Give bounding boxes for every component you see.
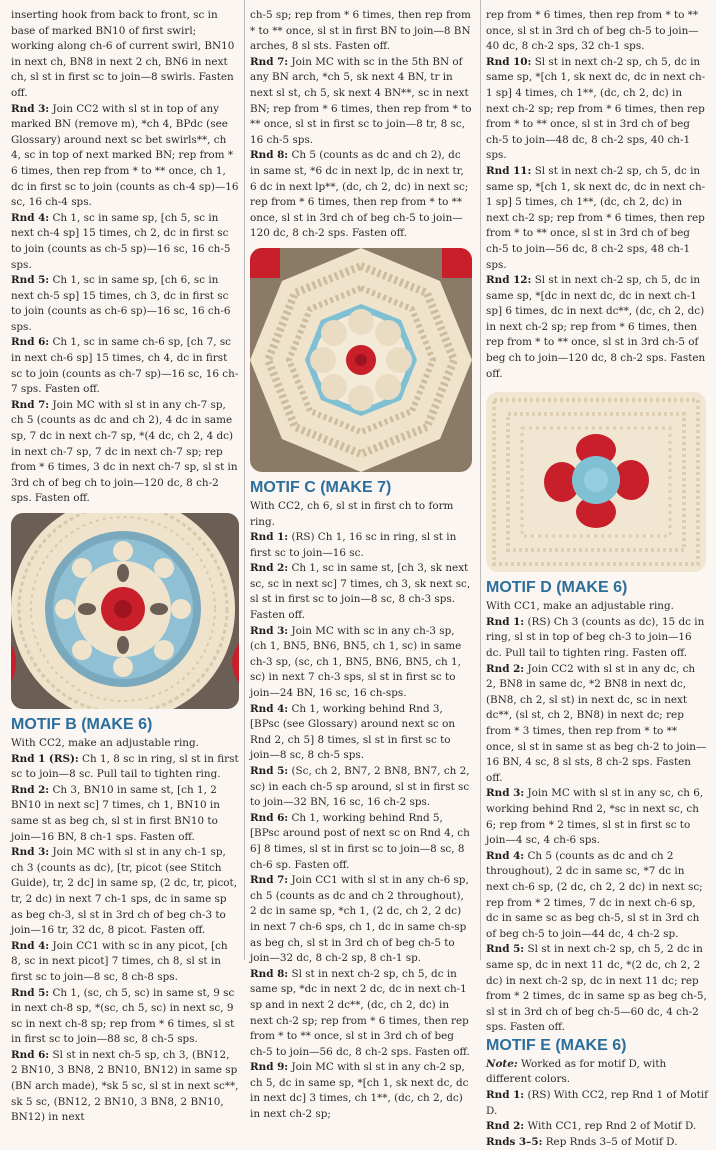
round-label: Rnds 3–5:	[486, 1135, 543, 1148]
round-label: Rnd 5:	[11, 274, 50, 287]
round-label: Rnd 5:	[486, 943, 525, 956]
round-label: Rnd 1:	[486, 1089, 525, 1102]
round-label: Rnd 10:	[486, 55, 532, 68]
paragraph	[250, 811, 472, 873]
round-label: Rnd 1:	[486, 615, 525, 628]
paragraph	[250, 1060, 472, 1122]
paragraph	[486, 273, 708, 382]
paragraph	[486, 662, 708, 787]
paragraph	[486, 1119, 708, 1135]
column-3	[486, 0, 708, 1150]
instruction-text: Join MC with sl st in any ch-7 sp, ch 5 (counts as dc and ch 2), 4 dc in same sp, 7 dc in next ch-7 sp, *(4 dc, ch 2, 4 dc) in next ch-7 sp, 7 dc in next ch-7 sp; rep from * 6 times, 3 dc in next ch-7 sp, sl st in 3rd ch of beg ch to join—120 dc, 8 ch-2 sps. Fasten off.	[11, 398, 238, 505]
instruction-text: Join MC with sl st in any sc, ch 6, working behind Rnd 2, *sc in next sc, ch 6; rep from * 2 times, sl st in first sc to join—4 sc, 4 ch-6 sps.	[486, 787, 704, 847]
paragraph	[11, 1048, 239, 1126]
motif-b-heading: MOTIF B (MAKE 6)	[11, 716, 153, 733]
paragraph	[11, 783, 239, 845]
instruction-text: Sl st in next ch-2 sp, ch 5, dc in same sp, *[ch 1, sk next dc, dc in next ch-1 sp] 5 times, ch 1**, (dc, ch 2, dc) in next ch-2 sp; rep from * 6 times, then rep from * to ** once, sl st in 3rd ch of beg ch-5 to join—56 dc, 8 ch-2 sps, 48 ch-1 sps.	[486, 164, 706, 271]
instruction-text: rep from * 6 times, then rep from * to ** once, sl st in 3rd ch of beg ch-5 to join—40 dc, 8 ch-2 sps, 32 ch-1 sps.	[486, 9, 699, 53]
instruction-text: Ch 5 (counts as dc and ch 2), dc in same st, *6 dc in next lp, dc in next tr, 6 dc in next lp**, (dc, ch 2, dc) in next sc; rep from * 6 times, then rep from * to ** once, sl st in 3rd ch of beg ch-5 to join—120 dc, 8 ch-2 sps. Fasten off.	[250, 149, 469, 240]
instruction-text: Join MC with sc in any ch-3 sp, (ch 1, BN5, BN6, BN5, ch 1, sc) in same ch-3 sp, (sc, ch 1, BN5, BN6, BN5, ch 1, sc) in next 7 ch-3 sps, sl st in first sc to join—24 BN, 16 sc, 16 ch-sps.	[250, 624, 462, 700]
round-label: Rnd 6:	[250, 811, 289, 824]
paragraph	[250, 967, 472, 1061]
instruction-text: With CC1, make an adjustable ring.	[486, 600, 674, 613]
col2-top-text	[250, 8, 472, 242]
instruction-text: Sl st in next ch-2 sp, ch 5, dc in same sp, *[dc in next dc, dc in next ch-1 sp] 6 times, dc in next dc**, (dc, ch 2, dc) in next ch-2 sp; rep from * 6 times, then rep from * to ** once, sl st in 3rd ch-5 of beg ch to join—120 dc, 8 ch-2 sps. Fasten off.	[486, 274, 706, 380]
instruction-text: Join MC with sc in the 5th BN of any BN arch, *ch 5, sk next 4 BN, tr in next sl st, ch 5, sk next 4 BN**, sc in next BN; rep from * 6 times, then rep from * to ** once, sl st in first sc to join—8 tr, 8 sc, 16 ch-5 sps.	[250, 55, 472, 146]
instruction-text: (RS) Ch 3 (counts as dc), 15 dc in ring, sl st in top of beg ch-3 to join—16 dc. Pull tail to tighten ring. Fasten off.	[486, 615, 705, 660]
paragraph	[11, 752, 239, 783]
motif-d-photo	[486, 392, 706, 572]
round-label: Rnd 1:	[250, 531, 289, 544]
instruction-text: ch-5 sp; rep from * 6 times, then rep from * to ** once, sl st in first BN to join—8 BN arches, 8 sl sts. Fasten off.	[250, 9, 471, 53]
round-label: Rnd 7:	[11, 398, 50, 411]
round-label: Rnd 7:	[250, 55, 289, 68]
instruction-text: Join CC2 with sl st in top of any marked BN (remove m), *ch 4, BPdc (see Glossary) around next sc bet swirls**, ch 4, sc in top of next marked BN; rep from * 6 times, then rep from * to ** once, ch 1, dc in first sc to join (counts as ch-4 sp)—16 sc, 16 ch-4 sps.	[11, 102, 239, 209]
paragraph	[250, 8, 472, 55]
col1-top-text	[11, 8, 239, 507]
round-label: Rnd 4:	[486, 849, 525, 862]
round-label: Rnd 2:	[486, 662, 525, 675]
paragraph	[250, 702, 472, 764]
col3-bottom2-text	[486, 1088, 708, 1150]
col3-bottom-text	[486, 599, 708, 1036]
paragraph	[486, 1088, 708, 1119]
paragraph	[250, 148, 472, 242]
round-label: Rnd 2:	[486, 1120, 525, 1133]
paragraph	[11, 845, 239, 939]
motif-c-heading: MOTIF C (MAKE 7)	[250, 478, 392, 496]
instruction-text: Join CC2 with sl st in any dc, ch 2, BN8 in same dc, *2 BN8 in next dc, (BN8, ch 2, sl st) in next dc, sc in next dc**, (sl st, ch 2, BN8) in next dc; rep from * 3 times, then rep from * to ** once, sl st in same st as beg ch-2 to join—16 BN, 4 sc, 8 sl sts, 8 ch-2 sps. Fasten off.	[486, 662, 707, 784]
round-label: Rnd 6:	[11, 336, 50, 349]
instruction-text: Sl st in next ch-5 sp, ch 3, (BN12, 2 BN10, 3 BN8, 2 BN10, BN12) in same sp (BN arch made), *sk 5 sc, sl st in next sc**, sk 5 sc, (BN12, 2 BN10, 3 BN8, 2 BN10, BN12) in next	[11, 1048, 239, 1124]
round-label: Rnd 2:	[250, 562, 289, 575]
paragraph	[11, 273, 239, 335]
instruction-text: Ch 1, working behind Rnd 5, [BPsc around post of next sc on Rnd 4, ch 6] 8 times, sl st in first sc to join—8 sc, 8 ch-6 sp. Fasten off.	[250, 811, 470, 871]
instruction-text: With CC2, ch 6, sl st in first ch to form ring.	[250, 499, 454, 528]
round-label: Rnd 3:	[486, 787, 525, 800]
paragraph	[486, 8, 708, 55]
instruction-text: (Sc, ch 2, BN7, 2 BN8, BN7, ch 2, sc) in each ch-5 sp around, sl st in first sc to join—32 BN, 16 sc, 16 ch-2 sps.	[250, 765, 470, 809]
paragraph	[250, 561, 472, 623]
paragraph	[486, 55, 708, 164]
round-label: Rnd 1 (RS):	[11, 752, 79, 765]
paragraph	[250, 873, 472, 967]
round-label: Rnd 4:	[11, 939, 50, 952]
round-label: Rnd 4:	[250, 702, 289, 715]
instruction-text: With CC1, rep Rnd 2 of Motif D.	[527, 1120, 697, 1133]
round-label: Rnd 5:	[250, 765, 289, 777]
paragraph	[486, 164, 708, 273]
round-label: Rnd 3:	[250, 624, 289, 637]
round-label: Rnd 11:	[486, 164, 532, 177]
instruction-text: Ch 1, 8 sc in ring, sl st in first sc to join—8 sc. Pull tail to tighten ring.	[11, 752, 239, 781]
paragraph	[11, 736, 239, 752]
instruction-text: Join MC with sl st in any ch-1 sp, ch 3 (counts as dc), [tr, picot (see Stitch Guide), tr, 2 dc] in same sp, (2 dc, tr, picot, tr, 2 dc) in next 7 ch-1 sps, dc in same sp as beg ch-3, sl st in 3rd ch of beg ch-3 to join—16 tr, 32 dc, 8 picot. Fasten off.	[11, 846, 238, 937]
column-2	[250, 0, 472, 1123]
instruction-text: inserting hook from back to front, sc in base of marked BN10 of first swirl; working along ch-6 of current swirl, BN10 in next ch, BN8 in next 2 ch, BN6 in next ch, sl st in first sc to join—8 swirls. Fasten off.	[11, 9, 235, 99]
round-label: Rnd 7:	[250, 874, 289, 887]
instruction-text: Sl st in next ch-2 sp, ch 5, dc in same sp, *dc in next 2 dc, dc in next ch-1 sp and in next 2 dc**, (dc, ch 2, dc) in next ch-2 sp; rep from * 6 times, then rep from * to ** once, sl st in 3rd ch of beg ch-5 to join—56 dc, 8 ch-2 sps. Fasten off.	[250, 967, 470, 1058]
instruction-text: Ch 5 (counts as dc and ch 2 throughout), 2 dc in same sc, *7 dc in next ch-6 sp, (2 dc, ch 2, 2 dc) in next sc; rep from * 2 times, 7 dc in next ch-6 sp, dc in same sc as beg ch-5, sl st in 3rd ch of beg ch-5 to join—44 dc, 4 ch-2 sp.	[486, 849, 703, 940]
instruction-text: Sl st in next ch-2 sp, ch 5, 2 dc in same sp, dc in next 11 dc, *(2 dc, ch 2, 2 dc) in next ch-2 sp, dc in next 11 dc; rep from * 2 times, dc in same sp as beg ch-5, sl st in 3rd ch of beg ch-5—60 dc, 4 ch-2 sps. Fasten off.	[486, 943, 707, 1034]
instruction-text: Ch 3, BN10 in same st, [ch 1, 2 BN10 in next sc] 7 times, ch 1, BN10 in same st as beg ch, sl st in first BN10 to join—16 BN, 8 ch-1 sps. Fasten off.	[11, 783, 220, 843]
paragraph	[250, 624, 472, 702]
paragraph	[11, 211, 239, 273]
instruction-text: Rep Rnds 3–5 of Motif D.	[545, 1135, 678, 1148]
round-label: Rnd 4:	[11, 211, 50, 224]
instruction-text: Ch 1, sc in same st, [ch 3, sk next sc, sc in next sc] 7 times, ch 3, sk next sc, sl st in first sc to join—8 sc, 8 ch-3 sps. Fasten off.	[250, 562, 471, 622]
round-label: Rnd 3:	[11, 102, 50, 115]
motif-e-heading: MOTIF E (MAKE 6)	[486, 1036, 627, 1054]
paragraph	[250, 55, 472, 149]
motif-b-photo	[11, 513, 239, 709]
round-label: Rnd 9:	[250, 1061, 289, 1074]
paragraph	[11, 102, 239, 211]
column-1	[11, 0, 239, 1126]
instruction-text: Ch 1, (sc, ch 5, sc) in same st, 9 sc in next ch-8 sp, *(sc, ch 5, sc) in next sc, 9 sc in next ch-8 sp; rep from * 6 times, sl st in first sc to join—88 sc, 8 ch-5 sps.	[11, 986, 235, 1046]
round-label: Rnd 12:	[486, 274, 532, 287]
paragraph	[11, 8, 239, 102]
round-label: Rnd 5:	[11, 986, 50, 999]
instruction-text: Ch 1, sc in same sp, [ch 6, sc in next ch-5 sp] 15 times, ch 3, dc in first sc to join (counts as ch-6 sp)—16 sc, 16 ch-6 sps.	[11, 274, 231, 333]
instruction-text: Ch 1, sc in same sp, [ch 5, sc in next ch-4 sp] 15 times, ch 2, dc in first sc to join (counts as ch-5 sp)—16 sc, 16 ch-5 sps.	[11, 211, 231, 271]
instruction-text: Join CC1 with sc in any picot, [ch 8, sc in next picot] 7 times, ch 8, sl st in first sc to join—8 sc, 8 ch-8 sps.	[11, 939, 228, 983]
col2-bottom-text	[250, 499, 472, 1123]
col1-bottom-text	[11, 736, 239, 1126]
col3-top-text	[486, 8, 708, 382]
instruction-text: Join MC with sl st in any ch-2 sp, ch 5, dc in same sp, *[ch 1, sk next dc, dc in next dc] 3 times, ch 1**, (dc, ch 2, dc) in next ch-2 sp;	[250, 1061, 469, 1121]
instruction-text: Sl st in next ch-2 sp, ch 5, dc in same sp, *[ch 1, sk next dc, dc in next ch-1 sp] 4 times, ch 1**, (dc, ch 2, dc) in next ch-2 sp; rep from * 6 times, then rep from * to ** once, sl st in 3rd ch of beg ch-5 to join—48 dc, 8 ch-2 sps, 40 ch-1 sps.	[486, 55, 706, 162]
instruction-text: Join CC1 with sl st in any ch-6 sp, ch 5 (counts as dc and ch 2 throughout), 2 dc in same sp, *ch 1, (2 dc, ch 2, 2 dc) in next 7 ch-6 sps, ch 1, dc in same ch-sp as beg ch, sl st in 3rd ch of beg ch-5 to join—32 dc, 8 ch-2 sp, 8 ch-1 sp.	[250, 874, 469, 965]
instruction-text: (RS) With CC2, rep Rnd 1 of Motif D.	[486, 1089, 709, 1117]
motif-c-photo	[250, 248, 472, 472]
paragraph	[250, 764, 472, 811]
paragraph	[11, 986, 239, 1048]
round-label: Rnd 3:	[11, 846, 50, 859]
instruction-text: Ch 1, sc in same ch-6 sp, [ch 7, sc in next ch-6 sp] 15 times, ch 4, dc in first sc to join (counts as ch-7 sp)—16 sc, 16 ch-7 sps. Fasten off.	[11, 336, 239, 396]
round-label: Rnd 8:	[250, 967, 289, 980]
paragraph	[250, 530, 472, 561]
motif-d-heading: MOTIF D (MAKE 6)	[486, 579, 628, 597]
paragraph	[486, 849, 708, 943]
round-label: Rnd 6:	[11, 1048, 50, 1061]
column-divider	[244, 0, 245, 960]
paragraph	[11, 939, 239, 986]
paragraph	[11, 335, 239, 397]
paragraph	[486, 615, 708, 662]
paragraph	[486, 599, 708, 615]
round-label: Rnd 8:	[250, 149, 289, 162]
instruction-text: With CC2, make an adjustable ring.	[11, 737, 199, 749]
round-label: Rnd 2:	[11, 783, 50, 796]
instruction-text: Ch 1, working behind Rnd 3, [BPsc (see Glossary) around next sc on Rnd 2, ch 5] 8 times, sl st in first sc to join—8 sc, 8 ch-5 sps.	[250, 702, 456, 762]
motif-e-note: Note: Worked as for motif D, with different colors.	[486, 1057, 667, 1086]
instruction-text: (RS) Ch 1, 16 sc in ring, sl st in first sc to join—16 sc.	[250, 531, 457, 559]
paragraph	[250, 499, 472, 530]
column-divider	[480, 0, 481, 960]
paragraph	[486, 786, 708, 848]
paragraph	[11, 398, 239, 507]
paragraph	[486, 942, 708, 1036]
paragraph	[486, 1135, 708, 1150]
